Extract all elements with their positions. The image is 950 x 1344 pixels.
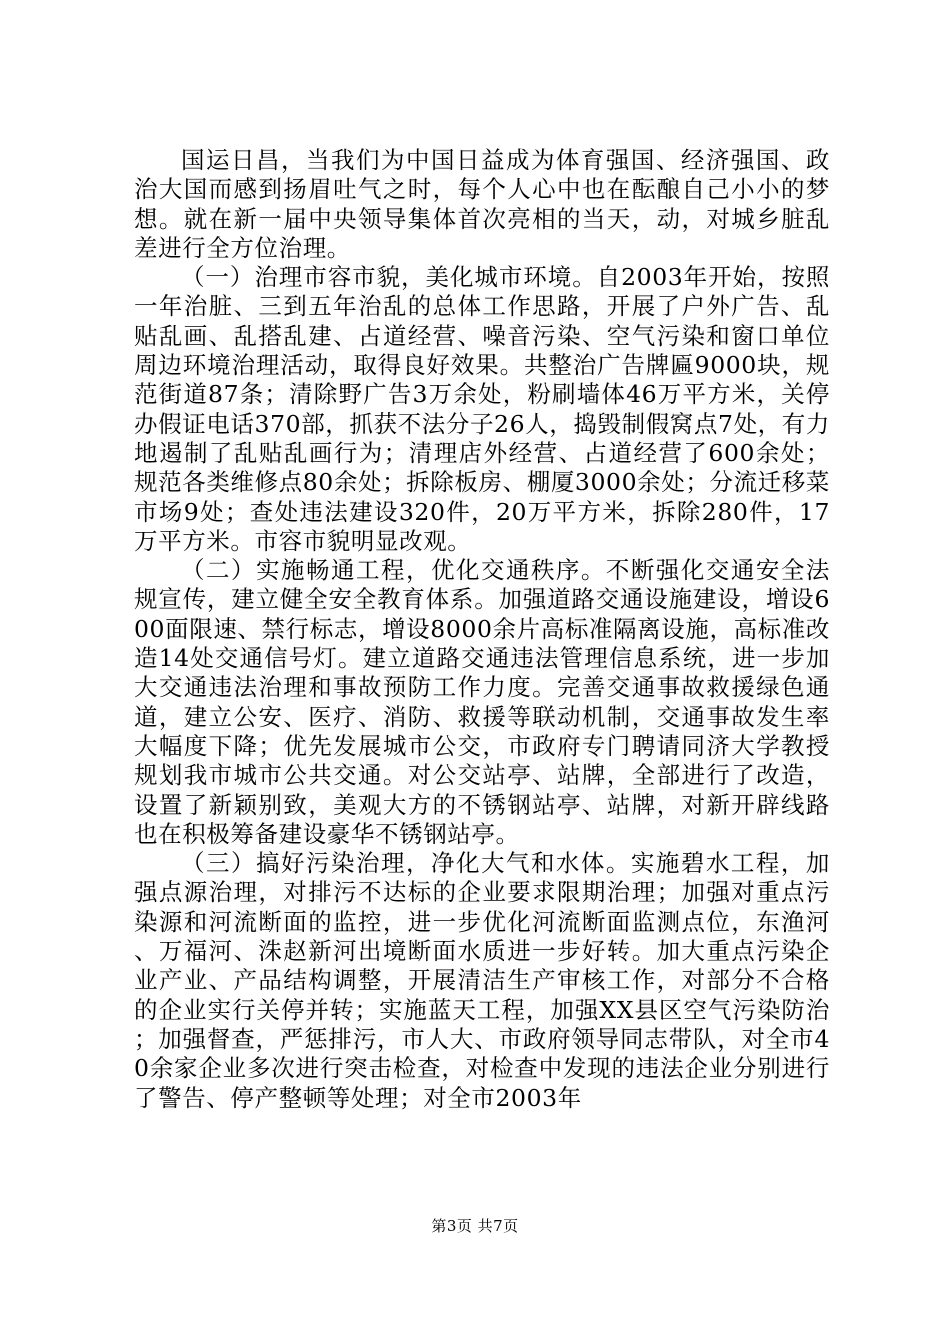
- paragraph-section-3: （三）搞好污染治理，净化大气和水体。实施碧水工程，加强点源治理，对排污不达标的企业要求限期治理；加强对重点污染源和河流断面的监控，进一步优化河流断面监测点位，东渔河、万福河、洙赵新河出境断面水质进一步好转。加大重点污染企业产业、产品结构调整，开展清洁生产审核工作，对部分不合格的企业实行关停并转；实施蓝天工程，加强XX县区空气污染防治；加强督查，严惩排污，市人大、市政府领导同志带队，对全市40余家企业多次进行突击检查，对检查中发现的违法企业分别进行了警告、停产整顿等处理；对全市2003年: [134, 849, 830, 1112]
- paragraph-intro: 国运日昌，当我们为中国日益成为体育强国、经济强国、政治大国而感到扬眉吐气之时，每个人心中也在酝酿自己小小的梦想。就在新一届中央领导集体首次亮相的当天，动，对城乡脏乱差进行全方位治理。: [134, 146, 830, 262]
- page-footer: 第3页 共7页: [431, 1217, 519, 1235]
- document-body: [134, 146, 830, 1113]
- paragraph-section-2: （二）实施畅通工程，优化交通秩序。不断强化交通安全法规宣传，建立健全安全教育体系。加强道路交通设施建设，增设600面限速、禁行标志，增设8000余片高标准隔离设施，高标准改造14处交通信号灯。建立道路交通违法管理信息系统，进一步加大交通违法治理和事故预防工作力度。完善交通事故救援绿色通道，建立公安、医疗、消防、救援等联动机制，交通事故发生率大幅度下降；优先发展城市公交，市政府专门聘请同济大学教授规划我市城市公共交通。对公交站亭、站牌，全部进行了改造，设置了新颖别致，美观大方的不锈钢站亭、站牌，对新开辟线路也在积极筹备建设豪华不锈钢站亭。: [134, 556, 830, 848]
- paragraph-section-1: （一）治理市容市貌，美化城市环境。自2003年开始，按照一年治脏、三到五年治乱的总体工作思路，开展了户外广告、乱贴乱画、乱搭乱建、占道经营、噪音污染、空气污染和窗口单位周边环境治理活动，取得良好效果。共整治广告牌匾9000块，规范街道87条；清除野广告3万余处，粉刷墙体46万平方米，关停办假证电话370部，抓获不法分子26人，捣毁制假窝点7处，有力地遏制了乱贴乱画行为；清理店外经营、占道经营了600余处；规范各类维修点80余处；拆除板房、棚厦3000余处；分流迁移菜市场9处；查处违法建设320件，20万平方米，拆除280件，17万平方米。市容市貌明显改观。: [134, 263, 830, 555]
